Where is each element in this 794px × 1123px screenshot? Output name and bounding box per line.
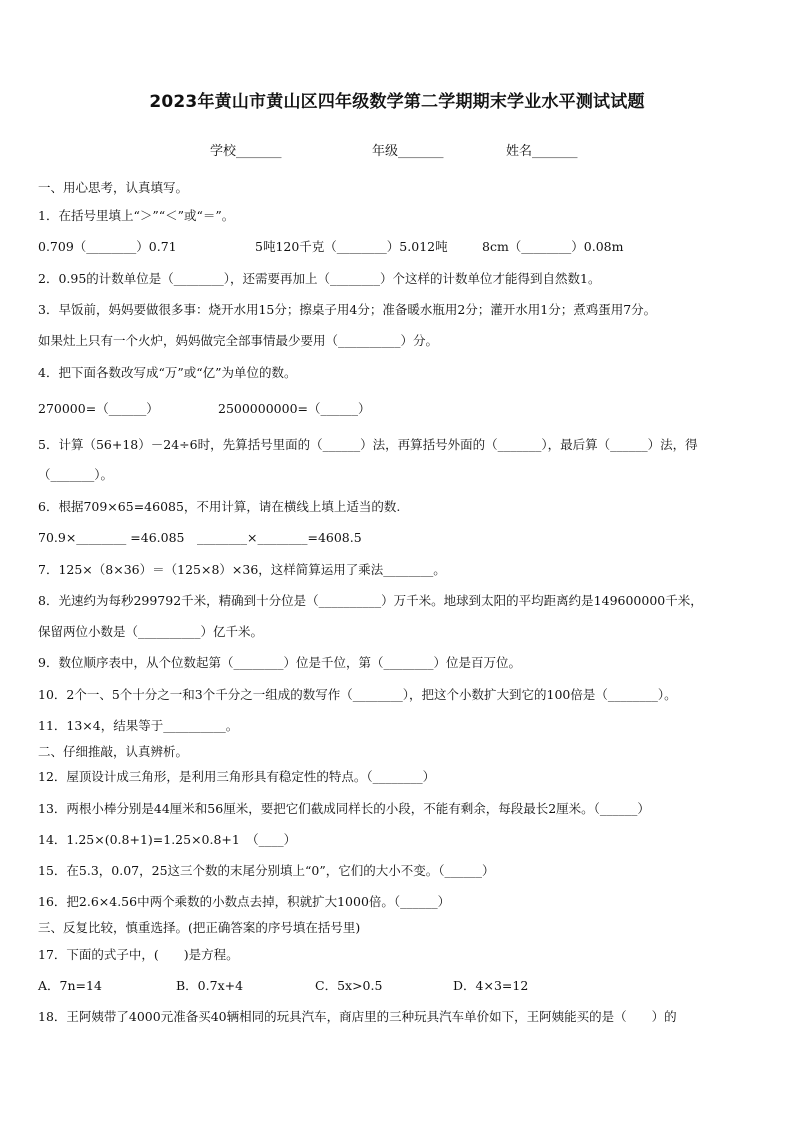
section-1-heading: 一、用心思考，认真填写。: [38, 180, 189, 195]
question-13: 13．两根小棒分别是44厘米和56厘米，要把它们截成同样长的小段，不能有剩余，每段最长2厘米。（______）: [38, 801, 650, 816]
question-18: 18．王阿姨带了4000元准备买40辆相同的玩具汽车，商店里的三种玩具汽车单价如下，王阿姨能买的是（ ）的: [38, 1009, 677, 1024]
page-title: 2023年黄山市黄山区四年级数学第二学期期末学业水平测试试题: [149, 92, 645, 112]
question-17: 17．下面的式子中，( )是方程。: [38, 947, 239, 962]
question-3-line-1: 3．早饭前，妈妈要做很多事：烧开水用15分；擦桌子用4分；准备暖水瓶用2分；灌开水用1分；煮鸡蛋用7分。: [38, 302, 657, 317]
section-2-heading: 二、仔细推敲，认真辨析。: [38, 744, 189, 759]
question-17-option-a: A．7n=14: [38, 978, 102, 993]
name-field[interactable]: 姓名_______: [506, 144, 578, 159]
question-17-option-b: B．0.7x+4: [176, 978, 244, 993]
question-10: 10．2个一、5个十分之一和3个千分之一组成的数写作（________），把这个小数扩大到它的100倍是（________）。: [38, 687, 677, 702]
question-4: 4．把下面各数改写成“万”或“亿”为单位的数。: [38, 365, 297, 380]
question-1-c: 8cm（________）0.08m: [482, 239, 624, 254]
question-5-line-2: （_______）。: [38, 467, 114, 482]
question-6-b: ________×________=4608.5: [197, 530, 362, 545]
question-4-a: 270000=（______）: [38, 401, 159, 416]
school-field[interactable]: 学校_______: [210, 144, 282, 159]
section-3-heading: 三、反复比较，慎重选择。(把正确答案的序号填在括号里): [38, 920, 361, 935]
question-15: 15．在5.3，0.07，25这三个数的末尾分别填上“0”，它们的大小不变。（______）: [38, 863, 495, 878]
question-5-line-1: 5．计算（56+18）－24÷6时，先算括号里面的（______）法，再算括号外面的（_______），最后算（______）法，得: [38, 437, 698, 452]
question-12: 12．屋顶设计成三角形，是利用三角形具有稳定性的特点。（________）: [38, 769, 436, 784]
question-6: 6．根据709×65=46085，不用计算，请在横线上填上适当的数.: [38, 499, 401, 514]
question-14: 14．1.25×(0.8+1)=1.25×0.8+1 （____）: [38, 832, 297, 847]
question-11: 11．13×4，结果等于__________。: [38, 718, 239, 733]
question-1-b: 5吨120千克（________）5.012吨: [255, 239, 448, 254]
grade-field[interactable]: 年级_______: [372, 144, 444, 159]
question-1-a: 0.709（________）0.71: [38, 239, 177, 254]
question-3-line-2: 如果灶上只有一个火炉，妈妈做完全部事情最少要用（__________）分。: [38, 333, 439, 348]
question-4-b: 2500000000=（______）: [218, 401, 371, 416]
question-16: 16．把2.6×4.56中两个乘数的小数点去掉，积就扩大1000倍。（______）: [38, 894, 451, 909]
question-8-line-2: 保留两位小数是（__________）亿千米。: [38, 624, 264, 639]
question-17-option-d: D．4×3=12: [453, 978, 529, 993]
question-1: 1．在括号里填上“＞”“＜”或“＝”。: [38, 208, 235, 223]
question-17-option-c: C．5x>0.5: [315, 978, 383, 993]
question-2: 2．0.95的计数单位是（________），还需要再加上（________）个这样的计数单位才能得到自然数1。: [38, 271, 601, 286]
question-9: 9．数位顺序表中，从个位数起第（________）位是千位，第（________）位是百万位。: [38, 655, 521, 670]
question-6-a: 70.9×________ =46.085: [38, 530, 185, 545]
question-8-line-1: 8．光速约为每秒299792千米，精确到十分位是（__________）万千米。地球到太阳的平均距离约是149600000千米，: [38, 593, 703, 608]
question-7: 7．125×（8×36）＝（125×8）×36，这样简算运用了乘法________。: [38, 562, 446, 577]
